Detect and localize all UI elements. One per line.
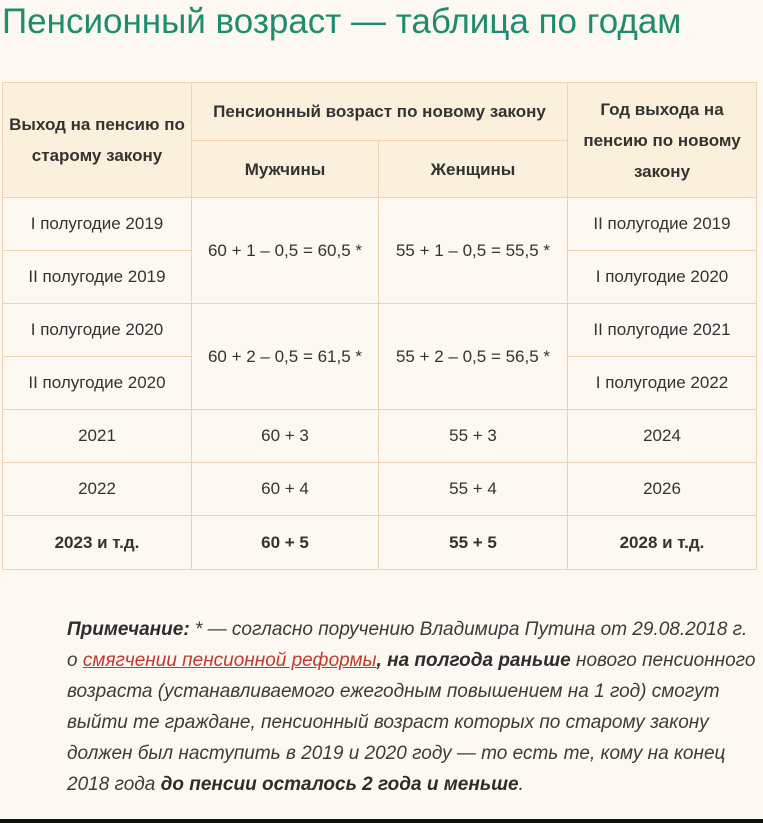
note-text: нового пенсионного возраста (устанавливаемого ежегодным повышением на 1 год) смогут выйти те граждане, пенсионный возраст которых по старому закону должен был наступить в 2019 и 2020 году — то есть те, кому на конец 2018 года — [67, 650, 756, 795]
note-emphasis: , на полгода раньше — [376, 650, 571, 671]
cell-men-age: 60 + 3 — [192, 410, 379, 463]
note-paragraph — [67, 614, 757, 800]
cell-new-period: II полугодие 2019 — [568, 198, 757, 251]
cell-new-period: I полугодие 2022 — [568, 357, 757, 410]
bottom-divider — [0, 819, 763, 823]
note-end: . — [518, 774, 524, 795]
pension-age-table — [2, 82, 757, 570]
table-row — [3, 463, 757, 516]
page-title: Пенсионный возраст — таблица по годам — [2, 2, 682, 41]
cell-old-period: 2021 — [3, 410, 192, 463]
reform-softening-link[interactable]: смягчении пенсионной реформы — [82, 650, 377, 671]
header-men: Мужчины — [192, 141, 379, 198]
cell-men-age: 60 + 4 — [192, 463, 379, 516]
cell-women-age: 55 + 5 — [379, 516, 568, 570]
header-old-law: Выход на пенсию по старому закону — [3, 83, 192, 198]
cell-women-age: 55 + 2 – 0,5 = 56,5 * — [379, 304, 568, 410]
table-row — [3, 516, 757, 570]
cell-old-period: 2022 — [3, 463, 192, 516]
header-new-year: Год выхода на пенсию по новому закону — [568, 83, 757, 198]
cell-new-period: I полугодие 2020 — [568, 251, 757, 304]
cell-men-age: 60 + 2 – 0,5 = 61,5 * — [192, 304, 379, 410]
cell-old-period: II полугодие 2020 — [3, 357, 192, 410]
cell-old-period: II полугодие 2019 — [3, 251, 192, 304]
note-label: Примечание: — [67, 619, 190, 640]
cell-old-period: I полугодие 2020 — [3, 304, 192, 357]
header-women: Женщины — [379, 141, 568, 198]
note-emphasis: до пенсии осталось 2 года и меньше — [160, 774, 519, 795]
cell-men-age: 60 + 5 — [192, 516, 379, 570]
cell-women-age: 55 + 4 — [379, 463, 568, 516]
cell-old-period: I полугодие 2019 — [3, 198, 192, 251]
cell-new-period: 2024 — [568, 410, 757, 463]
cell-new-period: 2026 — [568, 463, 757, 516]
cell-new-period: 2028 и т.д. — [568, 516, 757, 570]
cell-men-age: 60 + 1 – 0,5 = 60,5 * — [192, 198, 379, 304]
table-row — [3, 198, 757, 251]
cell-women-age: 55 + 3 — [379, 410, 568, 463]
note-text: * — согласно поручению Владимира Путина от 29.08.2018 г. о — [67, 619, 748, 671]
cell-old-period: 2023 и т.д. — [3, 516, 192, 570]
header-new-age: Пенсионный возраст по новому закону — [192, 83, 568, 141]
cell-new-period: II полугодие 2021 — [568, 304, 757, 357]
table-row — [3, 304, 757, 357]
cell-women-age: 55 + 1 – 0,5 = 55,5 * — [379, 198, 568, 304]
table-row — [3, 410, 757, 463]
